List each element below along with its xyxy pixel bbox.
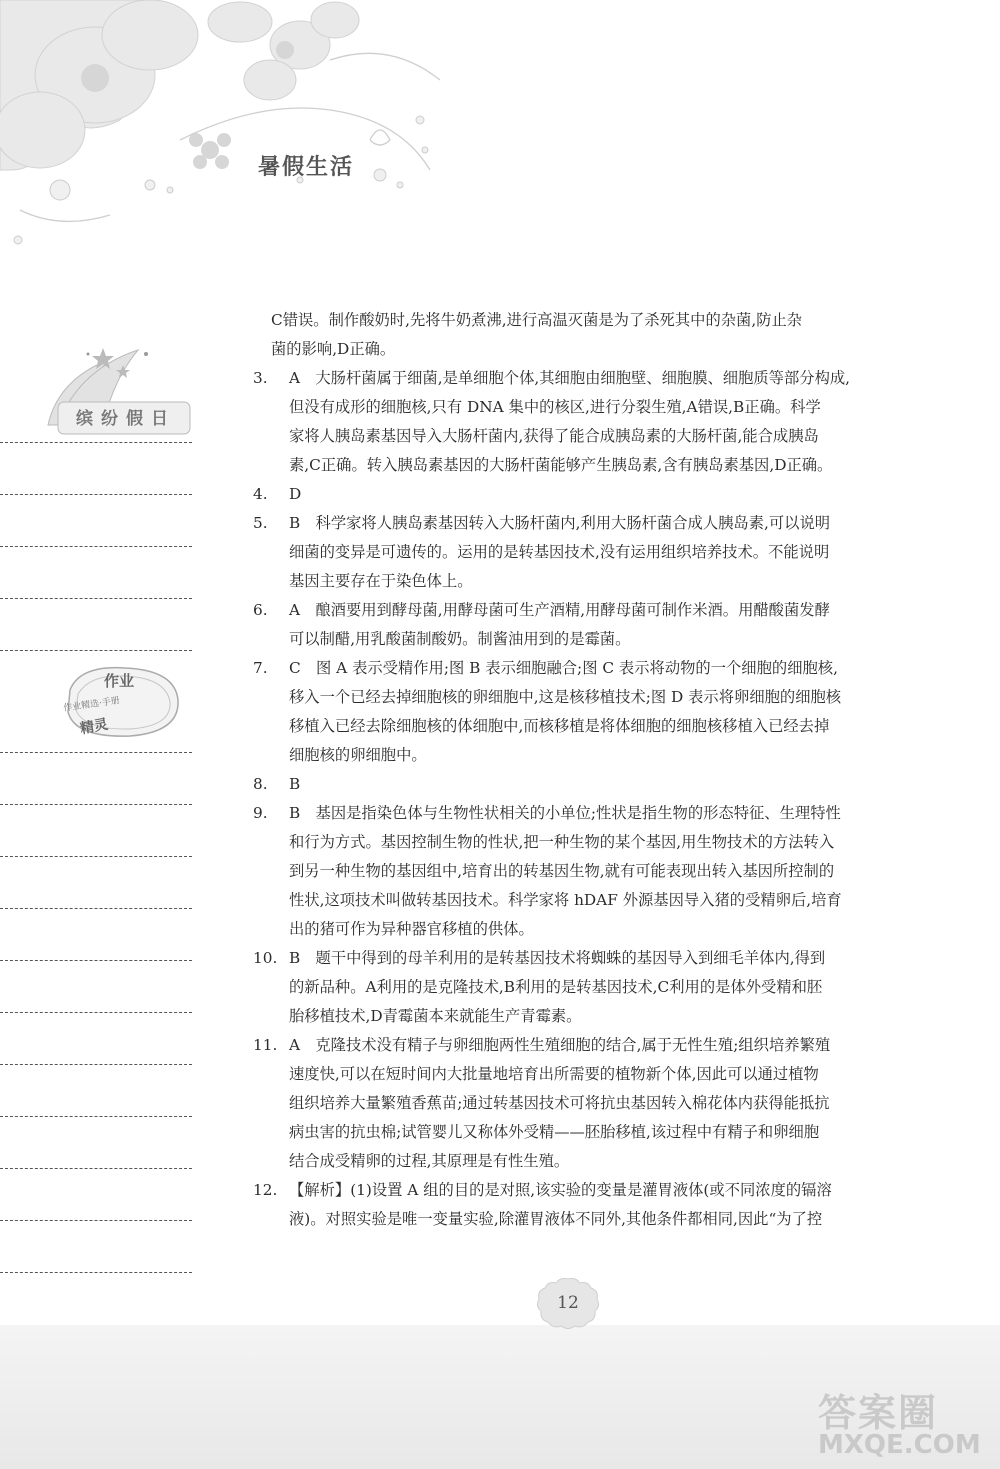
answer-item-10 [255,944,887,1031]
item-line: 细胞核的卵细胞中。 [289,746,427,764]
item-number: 4. [253,485,268,503]
sidebar-dashed-line [0,856,192,857]
page-number-badge [536,1276,600,1330]
item-line: 病虫害的抗虫棉;试管婴儿又称体外受精——胚胎移植,该过程中有精子和卵细胞 [289,1123,820,1141]
sidebar-dashed-line [0,1064,192,1065]
item-line: 速度快,可以在短时间内大批量地培育出所需要的植物新个体,因此可以通过植物 [289,1065,819,1083]
item-number: 8. [253,775,268,793]
item-line: 【解析】(1)设置 A 组的目的是对照,该实验的变量是灌胃液体(或不同浓度的镉溶 [289,1181,832,1199]
lead-line: C错误。制作酸奶时,先将牛奶煮沸,进行高温灭菌是为了杀死其中的杂菌,防止杂 [271,311,803,329]
sidebar-dashed-line [0,494,192,495]
answer-item-3 [255,364,887,480]
item-number: 5. [253,514,268,532]
item-line: D [289,485,302,503]
sidebar-dashed-line [0,1272,192,1273]
item-number: 3. [253,369,268,387]
answer-item-6 [255,596,887,654]
item-line: A 大肠杆菌属于细菌,是单细胞个体,其细胞由细胞壁、细胞膜、细胞质等部分构成, [289,369,851,387]
answer-item-9 [255,799,887,944]
stamp-middle-text: 作业精选·手册 [62,696,121,714]
stamp-bottom-text: 精灵 [78,716,110,738]
item-line: A 酿酒要用到酵母菌,用酵母菌可生产酒精,用酵母菌可制作米酒。用醋酸菌发酵 [289,601,830,619]
item-line: 性状,这项技术叫做转基因技术。科学家将 hDAF 外源基因导入猪的受精卵后,培育 [289,891,842,909]
watermark-text: 答案圈 [818,1391,939,1435]
answer-item-4 [255,480,887,509]
item-number: 7. [253,659,268,677]
item-line: 胎移植技术,D青霉菌本来就能生产青霉素。 [289,1007,582,1025]
item-line: 结合成受精卵的过程,其原理是有性生殖。 [289,1152,570,1170]
item-line: C 图 A 表示受精作用;图 B 表示细胞融合;图 C 表示将动物的一个细胞的细胞核, [289,659,838,677]
item-line: B 科学家将人胰岛素基因转入大肠杆菌内,利用大肠杆菌合成人胰岛素,可以说明 [289,514,831,532]
answer-item-12 [255,1176,887,1234]
item-line: 可以制醋,用乳酸菌制酸奶。制酱油用到的是霉菌。 [289,630,631,648]
page-number: 12 [557,1293,579,1313]
sidebar-dashed-line [0,650,192,651]
answer-content [255,306,887,1234]
item-number: 11. [253,1036,278,1054]
item-line: B [289,775,301,793]
sidebar-dashed-line [0,546,192,547]
item-line: 到另一种生物的基因组中,培育出的转基因生物,就有可能表现出转入基因所控制的 [289,862,835,880]
item-line: 出的猪可作为异种器官移植的供体。 [289,920,534,938]
item-line: 家将人胰岛素基因导入大肠杆菌内,获得了能合成胰岛素的大肠杆菌,能合成胰岛 [289,427,819,445]
sidebar-dashed-line [0,908,192,909]
item-line: 素,C正确。转入胰岛素基因的大肠杆菌能够产生胰岛素,含有胰岛素基因,D正确。 [289,456,833,474]
sidebar-dashed-line [0,1168,192,1169]
item-number: 6. [253,601,268,619]
stamp-top-text: 作业 [104,672,135,690]
item-line: B 基因是指染色体与生物性状相关的小单位;性状是指生物的形态特征、生理特性 [289,804,841,822]
item-line: A 克隆技术没有精子与卵细胞两性生殖细胞的结合,属于无性生殖;组织培养繁殖 [289,1036,831,1054]
sidebar-dashed-line [0,1116,192,1117]
item-line: 移入一个已经去掉细胞核的卵细胞中,这是核移植技术;图 D 表示将卵细胞的细胞核 [289,688,842,706]
header-title: 暑假生活 [258,155,355,180]
item-line: 基因主要存在于染色体上。 [289,572,473,590]
answer-item-5 [255,509,887,596]
item-line: B 题干中得到的母羊利用的是转基因技术将蜘蛛的基因导入到细毛羊体内,得到 [289,949,826,967]
item-number: 9. [253,804,268,822]
lead-line: 菌的影响,D正确。 [271,340,396,358]
item-line: 和行为方式。基因控制生物的性状,把一种生物的某个基因,用生物技术的方法转入 [289,833,835,851]
item-line: 组织培养大量繁殖香蕉苗;通过转基因技术可将抗虫基因转入棉花体内获得能抵抗 [289,1094,830,1112]
sidebar-dashed-line [0,598,192,599]
sidebar-dashed-line [0,1220,192,1221]
answer-item-7 [255,654,887,770]
sidebar-dashed-line [0,804,192,805]
badge-label: 缤纷假日 [76,409,176,429]
sidebar-dashed-line [0,1012,192,1013]
answer-item-8 [255,770,887,799]
item-number: 12. [253,1181,278,1199]
sidebar-dashed-line [0,442,192,443]
sidebar-dashed-line [0,960,192,961]
item-line: 移植入已经去除细胞核的体细胞中,而核移植是将体细胞的细胞核移植入已经去掉 [289,717,830,735]
sidebar-dashed-line [0,752,192,753]
watermark-url: MXQE.COM [818,1430,981,1460]
item-line: 细菌的变异是可遗传的。运用的是转基因技术,没有运用组织培养技术。不能说明 [289,543,830,561]
answer-item-11 [255,1031,887,1176]
item-line: 液)。对照实验是唯一变量实验,除灌胃液体不同外,其他条件都相同,因此“为了控 [289,1210,823,1228]
item-number: 10. [253,949,278,967]
item-line: 但没有成形的细胞核,只有 DNA 集中的核区,进行分裂生殖,A错误,B正确。科学 [289,398,821,416]
floral-decoration [0,0,560,270]
item-line: 的新品种。A利用的是克隆技术,B利用的是转基因技术,C利用的是体外受精和胚 [289,978,823,996]
